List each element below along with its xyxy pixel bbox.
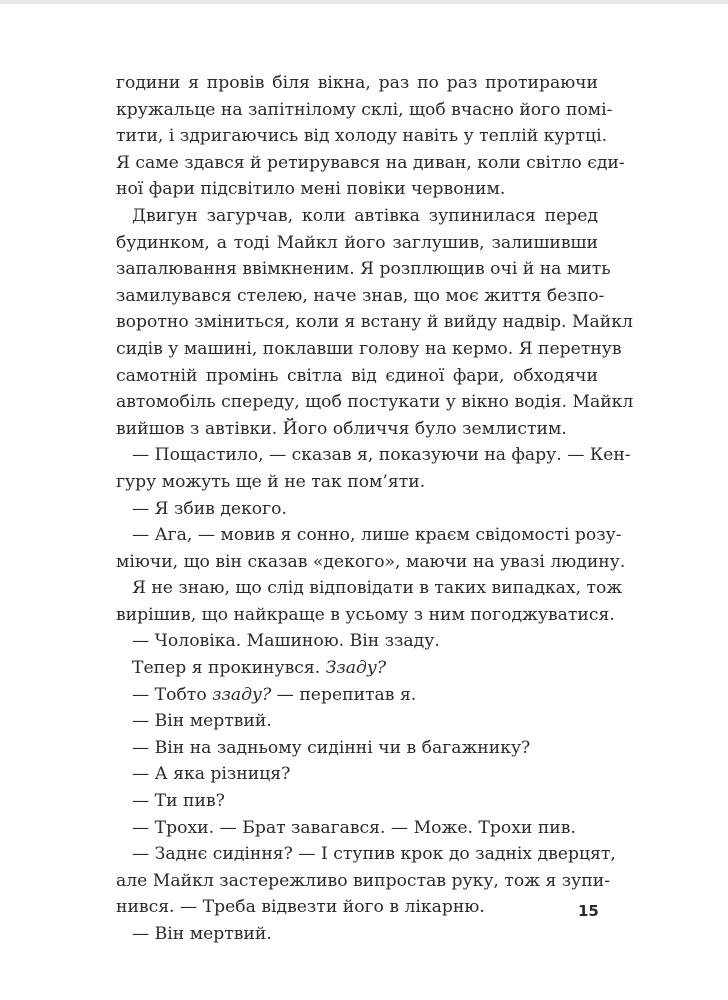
page-number: 15 [578, 902, 599, 920]
text-line: — Він мертвий. [132, 711, 272, 732]
text-line: але Майкл застережливо випростав руку, тож я зупи- [116, 870, 610, 891]
text-fragment: — перепитав я. [271, 684, 417, 705]
text-line: — Пощастило, — сказав я, показуючи на фару. — Кен- [132, 445, 631, 466]
italic-fragment: Ззаду? [325, 658, 387, 679]
text-line: — А яка різниця? [132, 764, 291, 785]
text-line: — Заднє сидіння? — І ступив крок до задніх дверцят, [132, 844, 616, 865]
text-line [116, 655, 598, 682]
text-line: самотній промінь світла від єдиної фари, обходячи [116, 365, 598, 386]
text-line: Я саме здався й ретирувався на диван, коли світло єди- [116, 152, 625, 173]
text-line: години я провів біля вікна, раз по раз протираючи [116, 73, 598, 93]
text-fragment: Тепер я прокинувся. [132, 658, 326, 679]
text-line [116, 682, 598, 709]
text-line: ної фари підсвітило мені повіки червоним. [116, 179, 506, 200]
body-text [116, 70, 634, 948]
text-fragment: — Тобто [132, 684, 213, 705]
page-top-edge [0, 0, 728, 4]
text-line: міючи, що він сказав «декого», маючи на увазі людину. [116, 551, 626, 572]
text-line: тити, і здригаючись від холоду навіть у теплій куртці. [116, 126, 608, 147]
text-line: замилувався стелею, наче знав, що моє життя безпо- [116, 285, 605, 306]
text-line: — Він мертвий. [132, 924, 272, 944]
text-line: — Трохи. — Брат завагався. — Може. Трохи пив. [132, 817, 576, 838]
text-line: сидів у машині, поклавши голову на кермо. Я перетнув [116, 338, 622, 359]
text-line: Двигун загурчав, коли автівка зупинилася перед [132, 205, 598, 226]
text-line: — Ага, — мовив я сонно, лише краєм свідомості розу- [132, 525, 622, 546]
text-line: нився. — Треба відвезти його в лікарню. [116, 897, 485, 918]
italic-fragment: ззаду? [212, 684, 272, 705]
text-line: вийшов з автівки. Його обличчя було землистим. [116, 418, 567, 439]
text-line: — Він на задньому сидінні чи в багажнику? [132, 737, 531, 758]
text-line: гуру можуть ще й не так пом’яти. [116, 471, 426, 492]
text-line: автомобіль спереду, щоб постукати у вікно водія. Майкл [116, 392, 634, 413]
text-line: будинком, а тоді Майкл його заглушив, залишивши [116, 232, 598, 253]
text-line: кружальце на запітнілому склі, щоб вчасно його помі- [116, 99, 613, 120]
text-line: — Ти пив? [132, 791, 225, 812]
text-line: Я не знаю, що слід відповідати в таких випадках, тож [132, 578, 623, 599]
text-line: — Чоловіка. Машиною. Він ззаду. [132, 631, 440, 652]
text-line: воротно зміниться, коли я встану й вийду надвір. Майкл [116, 312, 633, 333]
text-line: — Я збив декого. [132, 498, 287, 519]
text-line: запалювання ввімкненим. Я розплющив очі й на мить [116, 259, 611, 280]
text-line: вирішив, що найкраще в усьому з ним погоджуватися. [116, 604, 615, 625]
